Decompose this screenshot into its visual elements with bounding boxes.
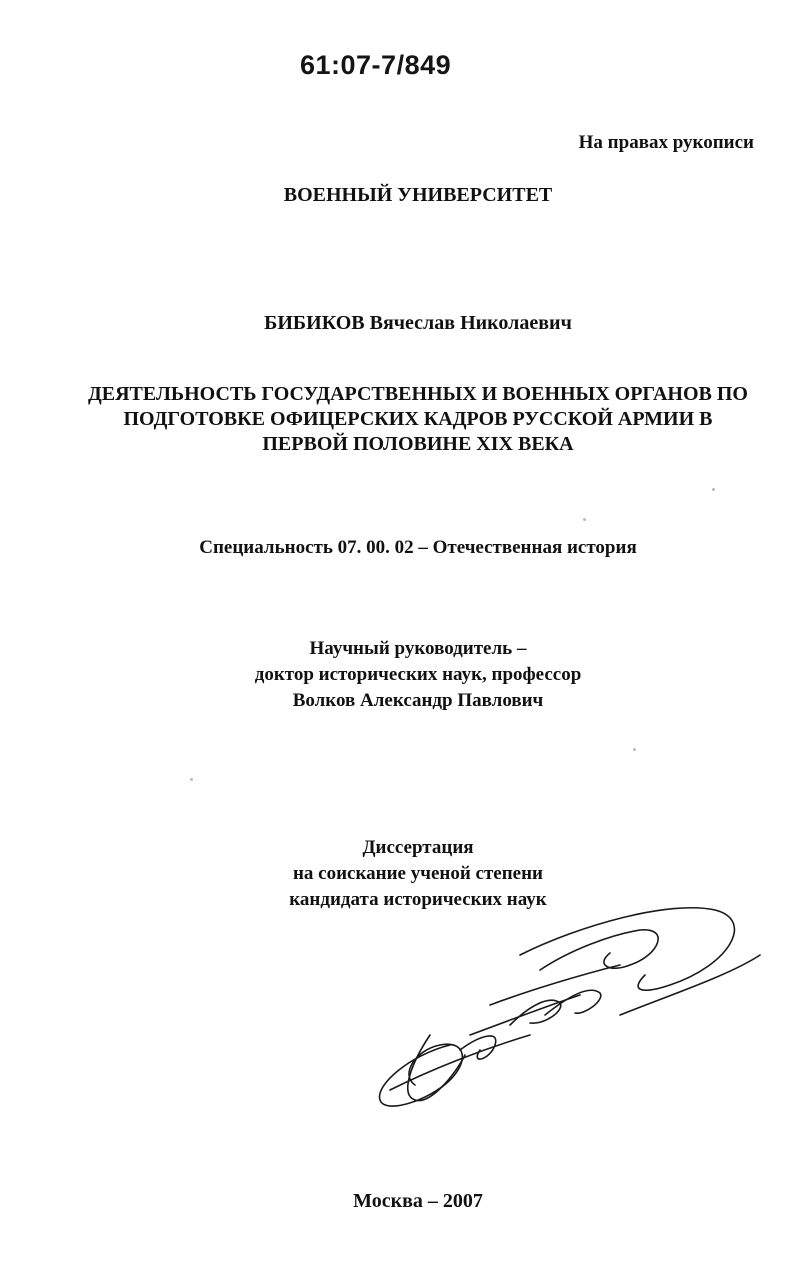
title-line: ПОДГОТОВКЕ ОФИЦЕРСКИХ КАДРОВ РУССКОЙ АРМИИ В: [123, 408, 713, 430]
title-line: ПЕРВОЙ ПОЛОВИНЕ XIX ВЕКА: [262, 433, 574, 455]
scan-speck: [190, 778, 193, 781]
advisor-degree: доктор исторических наук, профессор: [254, 664, 582, 685]
specialty: Специальность 07. 00. 02 – Отечественная история: [199, 537, 637, 558]
signature-icon: [370, 895, 770, 1135]
catalog-number: 61:07-7/849: [300, 50, 452, 80]
author-given-names: Вячеслав Николаевич: [369, 312, 572, 334]
advisor-label: Научный руководитель –: [309, 638, 527, 659]
scan-speck: [712, 488, 715, 491]
advisor-block: [20, 636, 796, 714]
advisor-name: Волков Александр Павлович: [292, 690, 544, 711]
dissertation-type: Диссертация: [362, 837, 474, 858]
dissertation-degree: кандидата исторических наук: [289, 889, 547, 910]
author-line: [20, 310, 796, 336]
author-surname: БИБИКОВ: [264, 312, 365, 334]
scan-speck: [633, 748, 636, 751]
rights-notice: На правах рукописи: [578, 132, 754, 153]
dissertation-title: [40, 382, 796, 457]
institution-name: ВОЕННЫЙ УНИВЕРСИТЕТ: [283, 184, 553, 206]
city-year: Москва – 2007: [353, 1190, 483, 1212]
dissertation-purpose: на соискание ученой степени: [292, 863, 543, 884]
scan-speck: [583, 518, 586, 521]
title-line: ДЕЯТЕЛЬНОСТЬ ГОСУДАРСТВЕННЫХ И ВОЕННЫХ ОРГАНОВ ПО: [88, 383, 748, 405]
